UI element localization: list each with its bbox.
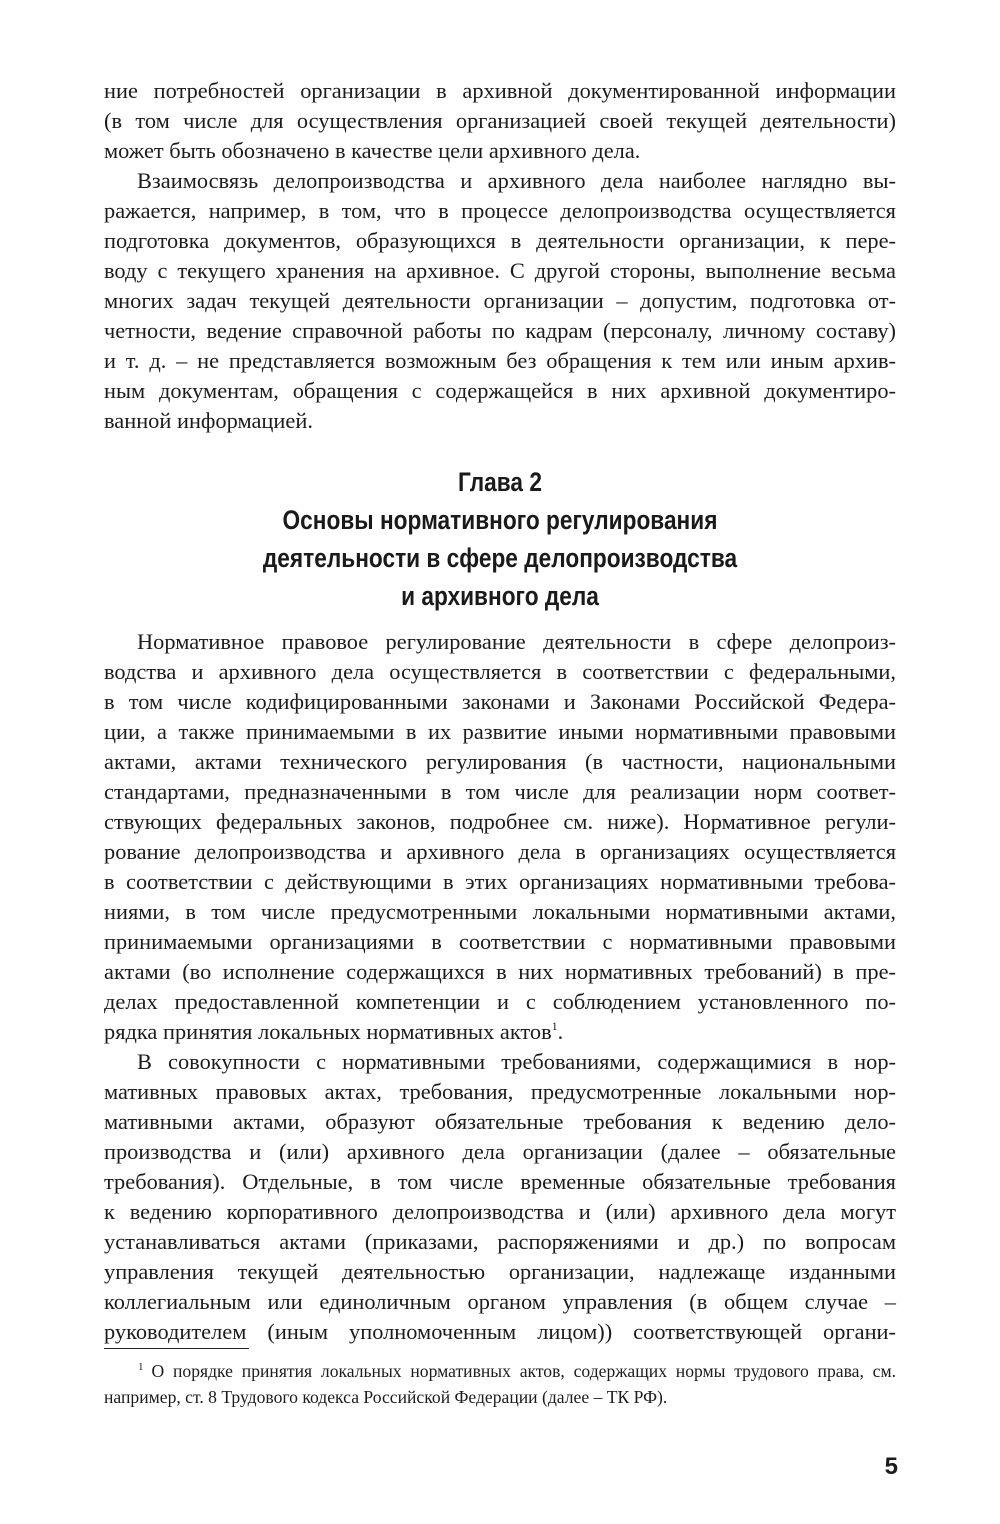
- text-line: ванной информацией.: [104, 408, 313, 433]
- text-line: актами (во исполнение содержащихся в них нормативных требований) в пре-: [104, 959, 896, 984]
- footnote-line: [138, 1358, 896, 1384]
- text-line: ции, а также принимаемыми в их развитие иными нормативными правовыми: [104, 719, 896, 744]
- chapter-title-line: деятельности в сфере делопроизводства: [262, 543, 738, 573]
- chapter-title-line: и архивного дела: [401, 581, 599, 611]
- footnote-divider: [104, 1348, 249, 1349]
- text-line: ствующих федеральных законов, подробнее см. ниже). Нормативное регули-: [104, 809, 896, 834]
- text-line: подготовка документов, образующихся в деятельности организации, к пере-: [104, 228, 896, 253]
- text-line: руководителем (иным уполномоченным лицом)) соответствующей органи-: [104, 1319, 896, 1344]
- text-line: рование делопроизводства и архивного дела в организациях осуществляется: [104, 839, 896, 864]
- text-line: ражается, например, в том, что в процессе делопроизводства осуществляется: [104, 198, 896, 223]
- footnote-reference[interactable]: 1: [551, 1019, 558, 1033]
- footnote-mark: 1: [138, 1361, 144, 1373]
- text-line: в соответствии с действующими в этих организациях нормативными требова-: [104, 869, 896, 894]
- text-line: производства и (или) архивного дела организации (далее – обязательные: [104, 1139, 896, 1164]
- text-line: к ведению корпоративного делопроизводства и (или) архивного дела могут: [104, 1199, 896, 1224]
- text-line: требования). Отдельные, в том числе временные обязательные требования: [104, 1169, 896, 1194]
- footnote-line: например, ст. 8 Трудового кодекса Российской Федерации (далее – ТК РФ).: [104, 1387, 668, 1407]
- text-span: рядка принятия локальных нормативных актов: [104, 1019, 552, 1044]
- page-number: 5: [884, 1453, 898, 1480]
- text-line: мативными актами, образуют обязательные требования к ведению дело-: [104, 1109, 896, 1134]
- text-line: актами, актами технического регулирования (в частности, национальными: [104, 749, 896, 774]
- text-line: коллегиальным или единоличным органом управления (в общем случае –: [104, 1289, 896, 1314]
- text-line: управления текущей деятельностью организации, надлежаще изданными: [104, 1259, 896, 1284]
- chapter-title-line: Основы нормативного регулирования: [282, 505, 718, 535]
- text-line: стандартами, предназначенными в том числе для реализации норм соответ-: [104, 779, 896, 804]
- text-line-last: [104, 1017, 896, 1047]
- chapter-number: Глава 2: [458, 467, 542, 497]
- text-line: водства и архивного дела осуществляется в соответствии с федеральными,: [104, 659, 896, 684]
- text-line: в том числе кодифицированными законами и Законами Российской Федера-: [104, 689, 896, 714]
- text-line: ниями, в том числе предусмотренными локальными нормативными актами,: [104, 899, 896, 924]
- text-line: принимаемыми организациями в соответствии с нормативными правовыми: [104, 929, 896, 954]
- text-line: делах предоставленной компетенции и с соблюдением установленного по-: [104, 989, 896, 1014]
- text-line: многих задач текущей деятельности организации – допустим, подготовка от-: [104, 288, 896, 313]
- text-line: может быть обозначено в качестве цели архивного дела.: [104, 138, 641, 163]
- footnote-text: О порядке принятия локальных нормативных актов, содержащих нормы трудового права, см.: [151, 1361, 896, 1381]
- text-line: и т. д. – не представляется возможным без обращения к тем или иным архив-: [104, 348, 896, 373]
- text-line: Нормативное правовое регулирование деятельности в сфере делопроиз-: [137, 629, 896, 654]
- text-line: воду с текущего хранения на архивное. С другой стороны, выполнение весьма: [104, 258, 896, 283]
- text-line: четности, ведение справочной работы по кадрам (персоналу, личному составу): [104, 318, 896, 343]
- text-line: ным документам, обращения с содержащейся в них архивной документиро-: [104, 378, 896, 403]
- text-line: мативных правовых актах, требования, предусмотренные локальными нор-: [104, 1079, 896, 1104]
- text-line: (в том числе для осуществления организацией своей текущей деятельности): [104, 108, 896, 133]
- text-line: ние потребностей организации в архивной документированной информации: [104, 78, 896, 103]
- text-line: устанавливаться актами (приказами, распоряжениями и др.) по вопросам: [104, 1229, 896, 1254]
- text-line: В совокупности с нормативными требованиями, содержащимися в нор-: [137, 1049, 896, 1074]
- text-span: .: [557, 1019, 564, 1044]
- text-line: Взаимосвязь делопроизводства и архивного дела наиболее наглядно вы-: [137, 168, 896, 193]
